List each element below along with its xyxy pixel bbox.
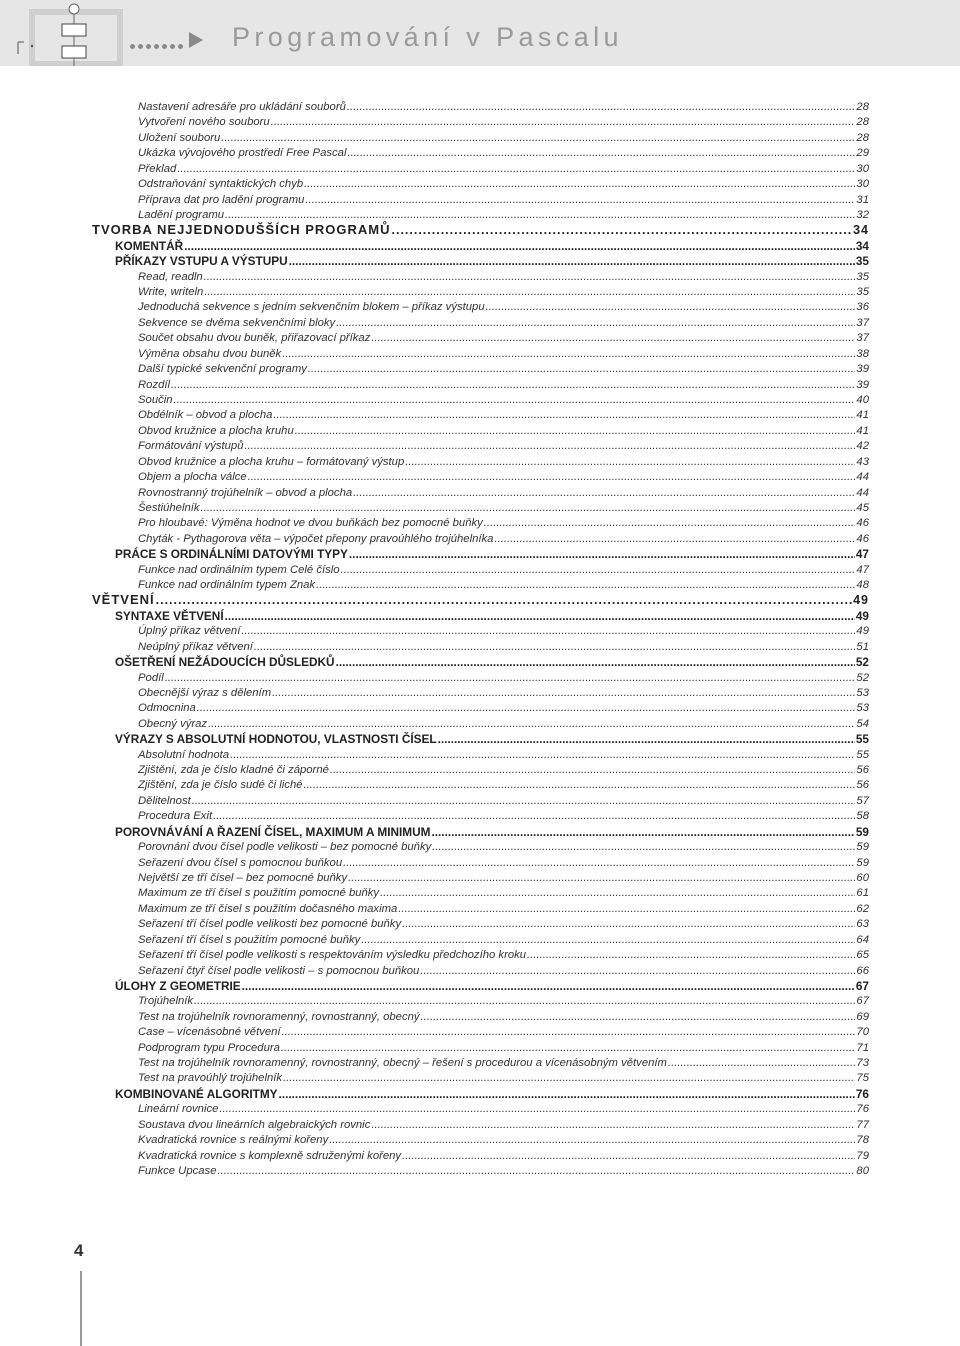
toc-entry-title: Překlad bbox=[138, 162, 177, 175]
toc-entry[interactable] bbox=[115, 731, 869, 747]
toc-dot-leader bbox=[208, 716, 855, 732]
toc-entry[interactable] bbox=[138, 916, 869, 932]
toc-entry-page: 64 bbox=[856, 933, 869, 946]
toc-entry[interactable] bbox=[138, 392, 869, 408]
flowchart-logo-icon bbox=[14, 2, 124, 66]
toc-entry[interactable] bbox=[138, 423, 869, 439]
toc-entry-page: 30 bbox=[856, 162, 869, 175]
toc-entry[interactable] bbox=[138, 947, 869, 963]
toc-entry-title: Test na trojúhelník rovnoramenný, rovnostranný, obecný – řešení s procedurou a vícenásobným větvením bbox=[138, 1057, 667, 1070]
toc-entry-title: Šestiúhelník bbox=[138, 501, 200, 514]
page-title: Programování v Pascalu bbox=[232, 22, 623, 52]
toc-entry-page: 32 bbox=[856, 208, 869, 221]
toc-entry[interactable] bbox=[138, 963, 869, 979]
toc-entry[interactable] bbox=[138, 1163, 869, 1179]
toc-entry-page: 66 bbox=[856, 964, 869, 977]
toc-dot-leader bbox=[241, 623, 855, 639]
toc-entry-page: 47 bbox=[855, 547, 869, 562]
toc-entry-page: 57 bbox=[856, 794, 869, 807]
toc-entry[interactable] bbox=[138, 932, 869, 948]
toc-entry-page: 31 bbox=[856, 193, 869, 206]
toc-entry[interactable] bbox=[138, 623, 869, 639]
toc-entry[interactable] bbox=[138, 1070, 869, 1086]
toc-entry[interactable] bbox=[138, 762, 869, 778]
toc-entry-title: Seřazení čtyř čísel podle velikosti – s pomocnou buňkou bbox=[138, 964, 420, 977]
toc-dot-leader bbox=[343, 855, 855, 871]
toc-entry-title: Pro hloubavé: Výměna hodnot ve dvou buňkách bez pomocné buňky bbox=[138, 517, 483, 530]
toc-entry-title: Seřazení tří čísel s použitím pomocné buňky bbox=[138, 933, 361, 946]
toc-entry-title: Uložení souboru bbox=[138, 131, 221, 144]
toc-entry-page: 29 bbox=[856, 147, 869, 160]
toc-entry[interactable] bbox=[115, 546, 869, 562]
toc-entry-page: 63 bbox=[856, 918, 869, 931]
toc-entry[interactable] bbox=[138, 407, 869, 423]
toc-entry-title: Obvod kružnice a plocha kruhu bbox=[138, 424, 294, 437]
toc-dot-leader bbox=[304, 176, 855, 192]
toc-entry-title: Nastavení adresáře pro ukládání souborů bbox=[138, 101, 346, 113]
toc-dot-leader bbox=[380, 885, 855, 901]
toc-dot-leader bbox=[308, 361, 856, 377]
toc-entry-page: 43 bbox=[856, 455, 869, 468]
toc-dot-leader bbox=[347, 145, 855, 161]
toc-dot-leader bbox=[254, 639, 856, 655]
toc-dot-leader bbox=[174, 392, 856, 408]
toc-entry-page: 45 bbox=[856, 501, 869, 514]
toc-dot-leader bbox=[432, 839, 855, 855]
toc-entry-title: Porovnání dvou čísel podle velikosti – bez pomocné buňky bbox=[138, 841, 432, 854]
page-header bbox=[0, 0, 960, 66]
toc-dot-leader bbox=[438, 731, 855, 747]
toc-entry-title: Podíl bbox=[138, 671, 164, 684]
toc-entry-page: 67 bbox=[855, 978, 869, 993]
toc-entry[interactable] bbox=[138, 192, 869, 208]
toc-entry-page: 80 bbox=[856, 1164, 869, 1177]
toc-entry-page: 55 bbox=[855, 732, 869, 747]
toc-entry-page: 67 bbox=[856, 995, 869, 1008]
toc-entry[interactable] bbox=[138, 1117, 869, 1133]
toc-entry-page: 35 bbox=[856, 270, 869, 283]
toc-dot-leader bbox=[242, 978, 855, 994]
toc-entry[interactable] bbox=[138, 577, 869, 593]
toc-entry[interactable] bbox=[92, 222, 869, 238]
toc-entry[interactable] bbox=[138, 299, 869, 315]
toc-dot-leader bbox=[273, 407, 855, 423]
toc-dot-leader bbox=[244, 438, 855, 454]
toc-entry-page: 41 bbox=[856, 424, 869, 437]
toc-entry-page: 77 bbox=[856, 1118, 869, 1131]
toc-entry[interactable] bbox=[138, 145, 869, 161]
toc-dot-leader bbox=[402, 916, 855, 932]
toc-entry-page: 78 bbox=[856, 1134, 869, 1147]
toc-dot-leader bbox=[197, 700, 856, 716]
toc-dot-leader bbox=[348, 870, 855, 886]
toc-entry-page: 69 bbox=[856, 1010, 869, 1023]
toc-dot-leader bbox=[279, 1086, 855, 1102]
toc-entry[interactable] bbox=[138, 469, 869, 485]
toc-dot-leader bbox=[392, 222, 853, 238]
toc-entry[interactable] bbox=[138, 315, 869, 331]
toc-dot-leader bbox=[349, 546, 855, 562]
toc-dot-leader bbox=[361, 932, 855, 948]
toc-entry[interactable] bbox=[138, 1055, 869, 1071]
toc-dot-leader bbox=[248, 469, 856, 485]
toc-entry-title: PRÁCE S ORDINÁLNÍMI DATOVÝMI TYPY bbox=[115, 547, 348, 562]
toc-entry-title: Neúplný příkaz větvení bbox=[138, 640, 253, 653]
toc-entry-title: Součet obsahu dvou buněk, přiřazovací příkaz bbox=[138, 332, 371, 345]
toc-dot-leader bbox=[304, 777, 856, 793]
toc-entry[interactable] bbox=[138, 777, 869, 793]
toc-entry[interactable] bbox=[138, 716, 869, 732]
toc-entry-page: 49 bbox=[855, 608, 869, 623]
toc-entry[interactable] bbox=[138, 161, 869, 177]
toc-dot-leader bbox=[156, 592, 852, 608]
toc-entry-title: Funkce Upcase bbox=[138, 1164, 217, 1177]
toc-entry-page: 59 bbox=[856, 841, 869, 854]
toc-entry-title: Úplný příkaz větvení bbox=[138, 625, 241, 638]
toc-entry-title: Soustava dvou lineárních algebraických rovnic bbox=[138, 1118, 371, 1131]
toc-entry[interactable] bbox=[138, 993, 869, 1009]
toc-entry[interactable] bbox=[115, 824, 869, 840]
toc-entry[interactable] bbox=[138, 330, 869, 346]
toc-entry-page: 65 bbox=[856, 949, 869, 962]
toc-entry-title: Podprogram typu Procedura bbox=[138, 1041, 280, 1054]
toc-entry-page: 76 bbox=[855, 1086, 869, 1101]
toc-entry-page: 48 bbox=[856, 579, 869, 592]
toc-dot-leader bbox=[282, 346, 855, 362]
toc-entry-title: Zjištění, zda je číslo sudé či liché bbox=[138, 779, 303, 792]
toc-dot-leader bbox=[371, 1117, 855, 1133]
toc-entry-page: 53 bbox=[856, 702, 869, 715]
toc-dot-leader bbox=[330, 762, 856, 778]
toc-dot-leader bbox=[282, 1024, 856, 1040]
toc-entry[interactable] bbox=[138, 1132, 869, 1148]
toc-entry[interactable] bbox=[138, 361, 869, 377]
toc-dot-leader bbox=[165, 670, 856, 686]
toc-entry-page: 47 bbox=[856, 563, 869, 576]
arrow-right-icon bbox=[189, 32, 203, 48]
toc-entry-page: 44 bbox=[856, 486, 869, 499]
toc-entry-page: 39 bbox=[856, 363, 869, 376]
toc-entry-page: 59 bbox=[855, 824, 869, 839]
margin-bar bbox=[80, 1271, 82, 1346]
toc-entry-page: 51 bbox=[856, 640, 869, 653]
toc-entry[interactable] bbox=[138, 531, 869, 547]
toc-entry[interactable] bbox=[138, 1040, 869, 1056]
toc-entry-title: Case – vícenásobné větvení bbox=[138, 1026, 281, 1039]
toc-entry-page: 42 bbox=[856, 440, 869, 453]
toc-entry[interactable] bbox=[138, 639, 869, 655]
toc-entry-title: Ladění programu bbox=[138, 208, 225, 221]
toc-entry-title: Kvadratická rovnice s reálnými kořeny bbox=[138, 1134, 329, 1147]
toc-entry-page: 76 bbox=[856, 1103, 869, 1116]
toc-entry[interactable] bbox=[115, 654, 869, 670]
toc-entry-page: 35 bbox=[856, 286, 869, 299]
toc-entry[interactable] bbox=[138, 700, 869, 716]
toc-entry-title: Seřazení dvou čísel s pomocnou buňkou bbox=[138, 856, 343, 869]
toc-entry-title: Obecnější výraz s dělením bbox=[138, 686, 272, 699]
toc-dot-leader bbox=[341, 562, 856, 578]
toc-entry[interactable] bbox=[138, 284, 869, 300]
toc-entry[interactable] bbox=[115, 238, 869, 254]
toc-entry-page: 28 bbox=[856, 131, 869, 144]
toc-entry-title: Obdélník – obvod a plocha bbox=[138, 409, 273, 422]
toc-entry[interactable] bbox=[92, 592, 869, 608]
toc-entry-page: 60 bbox=[856, 872, 869, 884]
toc-dot-leader bbox=[336, 654, 855, 670]
toc-entry[interactable] bbox=[138, 855, 869, 871]
toc-entry[interactable] bbox=[138, 1009, 869, 1025]
toc-entry-page: 41 bbox=[856, 409, 869, 422]
toc-entry-title: ÚLOHY Z GEOMETRIE bbox=[115, 978, 241, 993]
toc-entry-page: 28 bbox=[856, 116, 869, 129]
toc-entry-title: Chyták - Pythagorova věta – výpočet přepony pravoúhlého trojúhelníka bbox=[138, 532, 494, 545]
toc-dot-leader bbox=[281, 1040, 856, 1056]
toc-entry-title: VĚTVENÍ bbox=[92, 592, 155, 608]
toc-entry[interactable] bbox=[138, 130, 869, 146]
toc-dot-leader bbox=[484, 515, 856, 531]
toc-entry-page: 49 bbox=[856, 625, 869, 638]
toc-entry-page: 62 bbox=[856, 902, 869, 915]
toc-entry-title: Test na pravoúhlý trojúhelník bbox=[138, 1072, 283, 1085]
toc-entry-title: Test na trojúhelník rovnoramenný, rovnostranný, obecný bbox=[138, 1010, 420, 1023]
toc-entry[interactable] bbox=[138, 685, 869, 701]
toc-entry[interactable] bbox=[138, 114, 869, 130]
toc-entry[interactable] bbox=[138, 438, 869, 454]
toc-entry[interactable] bbox=[138, 808, 869, 824]
toc-dot-leader bbox=[184, 238, 855, 254]
toc-entry[interactable] bbox=[138, 839, 869, 855]
toc-entry-title: Vytvoření nového souboru bbox=[138, 116, 270, 129]
toc-entry-title: POROVNÁVÁNÍ A ŘAZENÍ ČÍSEL, MAXIMUM A MINIMUM bbox=[115, 824, 431, 839]
toc-entry[interactable] bbox=[138, 562, 869, 578]
toc-entry[interactable] bbox=[138, 793, 869, 809]
toc-entry-page: 59 bbox=[856, 856, 869, 869]
toc-entry-page: 37 bbox=[856, 316, 869, 329]
toc-entry-title: Jednoduchá sekvence s jedním sekvenčním blokem – příkaz výstupu bbox=[138, 301, 485, 314]
toc-dot-leader bbox=[295, 423, 856, 439]
toc-entry-title: Trojúhelník bbox=[138, 995, 194, 1008]
toc-entry-page: 34 bbox=[855, 238, 869, 253]
toc-dot-leader bbox=[347, 99, 856, 115]
toc-entry-page: 46 bbox=[856, 532, 869, 545]
toc-entry-page: 36 bbox=[856, 301, 869, 314]
toc-entry-page: 49 bbox=[853, 593, 869, 608]
toc-entry-page: 56 bbox=[856, 764, 869, 777]
toc-entry-page: 39 bbox=[856, 378, 869, 391]
toc-dot-leader bbox=[171, 377, 855, 393]
toc-entry-page: 34 bbox=[853, 223, 869, 238]
toc-entry[interactable] bbox=[138, 99, 869, 115]
toc-dot-leader bbox=[371, 330, 855, 346]
toc-entry-page: 52 bbox=[855, 655, 869, 670]
toc-dot-leader bbox=[336, 315, 855, 331]
toc-entry-title: Obecný výraz bbox=[138, 717, 208, 730]
toc-dot-leader bbox=[527, 947, 855, 963]
toc-entry[interactable] bbox=[138, 1024, 869, 1040]
toc-entry-page: 70 bbox=[856, 1026, 869, 1039]
toc-entry[interactable] bbox=[138, 500, 869, 516]
toc-entry-title: Maximum ze tří čísel s použitím dočasného maxima bbox=[138, 902, 398, 915]
toc-dot-leader bbox=[230, 747, 855, 763]
toc-entry-title: OŠETŘENÍ NEŽÁDOUCÍCH DŮSLEDKŮ bbox=[115, 655, 335, 670]
toc-entry-page: 75 bbox=[856, 1072, 869, 1085]
toc-entry-page: 35 bbox=[855, 254, 869, 269]
toc-dot-leader bbox=[421, 1009, 856, 1025]
toc-entry[interactable] bbox=[115, 253, 869, 269]
toc-entry-page: 53 bbox=[856, 686, 869, 699]
toc-dot-leader bbox=[271, 114, 856, 130]
toc-entry-title: Seřazení tří čísel podle velikosti bez pomocné buňky bbox=[138, 918, 402, 931]
toc-entry-page: 54 bbox=[856, 717, 869, 730]
toc-entry-page: 52 bbox=[856, 671, 869, 684]
toc-dot-leader bbox=[204, 284, 855, 300]
toc-dot-leader bbox=[225, 207, 855, 223]
toc-entry-page: 28 bbox=[856, 101, 869, 113]
toc-entry-title: PŘÍKAZY VSTUPU A VÝSTUPU bbox=[115, 254, 288, 269]
toc-entry[interactable] bbox=[138, 176, 869, 192]
toc-dot-leader bbox=[353, 485, 855, 501]
toc-entry[interactable] bbox=[138, 454, 869, 470]
toc-dot-leader bbox=[213, 808, 855, 824]
toc-entry-title: Další typické sekvenční programy bbox=[138, 363, 307, 376]
toc-dot-leader bbox=[221, 130, 855, 146]
toc-entry-title: Procedura Exit bbox=[138, 810, 213, 823]
toc-entry-title: VÝRAZY S ABSOLUTNÍ HODNOTOU, VLASTNOSTI ČÍSEL bbox=[115, 732, 437, 747]
toc-dot-leader bbox=[431, 824, 854, 840]
toc-entry-page: 37 bbox=[856, 332, 869, 345]
toc-entry[interactable] bbox=[115, 608, 869, 624]
toc-entry[interactable] bbox=[138, 670, 869, 686]
toc-entry-page: 40 bbox=[856, 393, 869, 406]
header-dots bbox=[130, 36, 186, 54]
toc-dot-leader bbox=[405, 454, 855, 470]
toc-dot-leader bbox=[201, 500, 856, 516]
toc-entry-title: Maximum ze tří čísel s použitím pomocné buňky bbox=[138, 887, 380, 900]
toc-entry-title: Ukázka vývojového prostředí Free Pascal bbox=[138, 147, 347, 160]
toc-dot-leader bbox=[398, 901, 855, 917]
toc-entry[interactable] bbox=[115, 1086, 869, 1102]
toc-entry-title: SYNTAXE VĚTVENÍ bbox=[115, 608, 224, 623]
toc-entry-title: Největší ze tří čísel – bez pomocné buňky bbox=[138, 872, 348, 884]
toc-entry[interactable] bbox=[138, 515, 869, 531]
toc-entry[interactable] bbox=[138, 269, 869, 285]
toc-entry-title: Obvod kružnice a plocha kruhu – formátovaný výstup bbox=[138, 455, 405, 468]
toc-entry-page: 58 bbox=[856, 810, 869, 823]
toc-entry-page: 73 bbox=[856, 1057, 869, 1070]
toc-dot-leader bbox=[272, 685, 855, 701]
toc-entry[interactable] bbox=[138, 1148, 869, 1164]
toc-entry[interactable] bbox=[115, 978, 869, 994]
toc-entry-title: Funkce nad ordinálním typem Celé číslo bbox=[138, 563, 340, 576]
toc-entry-title: Odstraňování syntaktických chyb bbox=[138, 178, 304, 191]
toc-dot-leader bbox=[316, 577, 855, 593]
toc-entry[interactable] bbox=[138, 885, 869, 901]
toc-entry-page: 30 bbox=[856, 178, 869, 191]
toc-entry-title: Výměna obsahu dvou buněk bbox=[138, 347, 282, 360]
toc-entry-title: KOMENTÁŘ bbox=[115, 238, 184, 253]
toc-entry-title: Lineární rovnice bbox=[138, 1103, 219, 1116]
toc-entry-page: 44 bbox=[856, 471, 869, 484]
toc-entry[interactable] bbox=[138, 1101, 869, 1117]
toc-entry-page: 56 bbox=[856, 779, 869, 792]
toc-entry[interactable] bbox=[138, 207, 869, 223]
toc-entry-title: Příprava dat pro ladění programu bbox=[138, 193, 305, 206]
toc-entry-page: 46 bbox=[856, 517, 869, 530]
toc-dot-leader bbox=[289, 253, 855, 269]
toc-entry[interactable] bbox=[138, 346, 869, 362]
toc-entry[interactable] bbox=[138, 485, 869, 501]
toc-dot-leader bbox=[218, 1163, 856, 1179]
toc-entry-title: Zjištění, zda je číslo kladné či záporné bbox=[138, 764, 329, 777]
toc-entry-title: Součin bbox=[138, 393, 173, 406]
toc-entry[interactable] bbox=[138, 901, 869, 917]
toc-entry-title: Sekvence se dvěma sekvenčními bloky bbox=[138, 316, 336, 329]
toc-entry-title: Absolutní hodnota bbox=[138, 748, 230, 761]
toc-dot-leader bbox=[329, 1132, 855, 1148]
toc-entry-page: 38 bbox=[856, 347, 869, 360]
toc-dot-leader bbox=[225, 608, 855, 624]
toc-entry-page: 71 bbox=[856, 1041, 869, 1054]
toc-entry-title: Objem a plocha válce bbox=[138, 471, 247, 484]
toc-dot-leader bbox=[204, 269, 856, 285]
toc-entry-page: 79 bbox=[856, 1149, 869, 1162]
toc-entry-title: Seřazení tří čísel podle velikosti s respektováním výsledku předchozího kroku bbox=[138, 949, 527, 962]
toc-entry[interactable] bbox=[138, 377, 869, 393]
toc-entry-title: Kvadratická rovnice s komplexně sdruženými kořeny bbox=[138, 1149, 402, 1162]
toc-dot-leader bbox=[192, 793, 856, 809]
toc-dot-leader bbox=[283, 1070, 855, 1086]
toc-dot-leader bbox=[494, 531, 855, 547]
toc-entry[interactable] bbox=[138, 747, 869, 763]
toc-entry[interactable] bbox=[138, 870, 869, 886]
toc-dot-leader bbox=[305, 192, 855, 208]
toc-dot-leader bbox=[194, 993, 855, 1009]
toc-entry-title: Rovnostranný trojúhelník – obvod a plocha bbox=[138, 486, 353, 499]
toc-dot-leader bbox=[402, 1148, 855, 1164]
toc-entry-page: 61 bbox=[856, 887, 869, 900]
toc-dot-leader bbox=[219, 1101, 855, 1117]
toc-entry-title: Funkce nad ordinálním typem Znak bbox=[138, 579, 316, 592]
toc-dot-leader bbox=[668, 1055, 855, 1071]
toc-entry-title: Write, writeln bbox=[138, 286, 204, 299]
toc-entry-title: Dělitelnost bbox=[138, 794, 191, 807]
toc-entry-page: 55 bbox=[856, 748, 869, 761]
toc-dot-leader bbox=[420, 963, 855, 979]
toc-dot-leader bbox=[486, 299, 856, 315]
toc-entry-title: Read, readln bbox=[138, 270, 203, 283]
toc-entry-title: TVORBA NEJJEDNODUŠŠÍCH PROGRAMŮ bbox=[92, 222, 391, 238]
toc-dot-leader bbox=[177, 161, 855, 177]
toc-entry-title: KOMBINOVANÉ ALGORITMY bbox=[115, 1086, 278, 1101]
toc-entry-title: Formátování výstupů bbox=[138, 440, 244, 453]
page-number: 4 bbox=[74, 1241, 84, 1260]
toc-entry-title: Rozdíl bbox=[138, 378, 171, 391]
toc-entry-title: Odmocnina bbox=[138, 702, 196, 715]
